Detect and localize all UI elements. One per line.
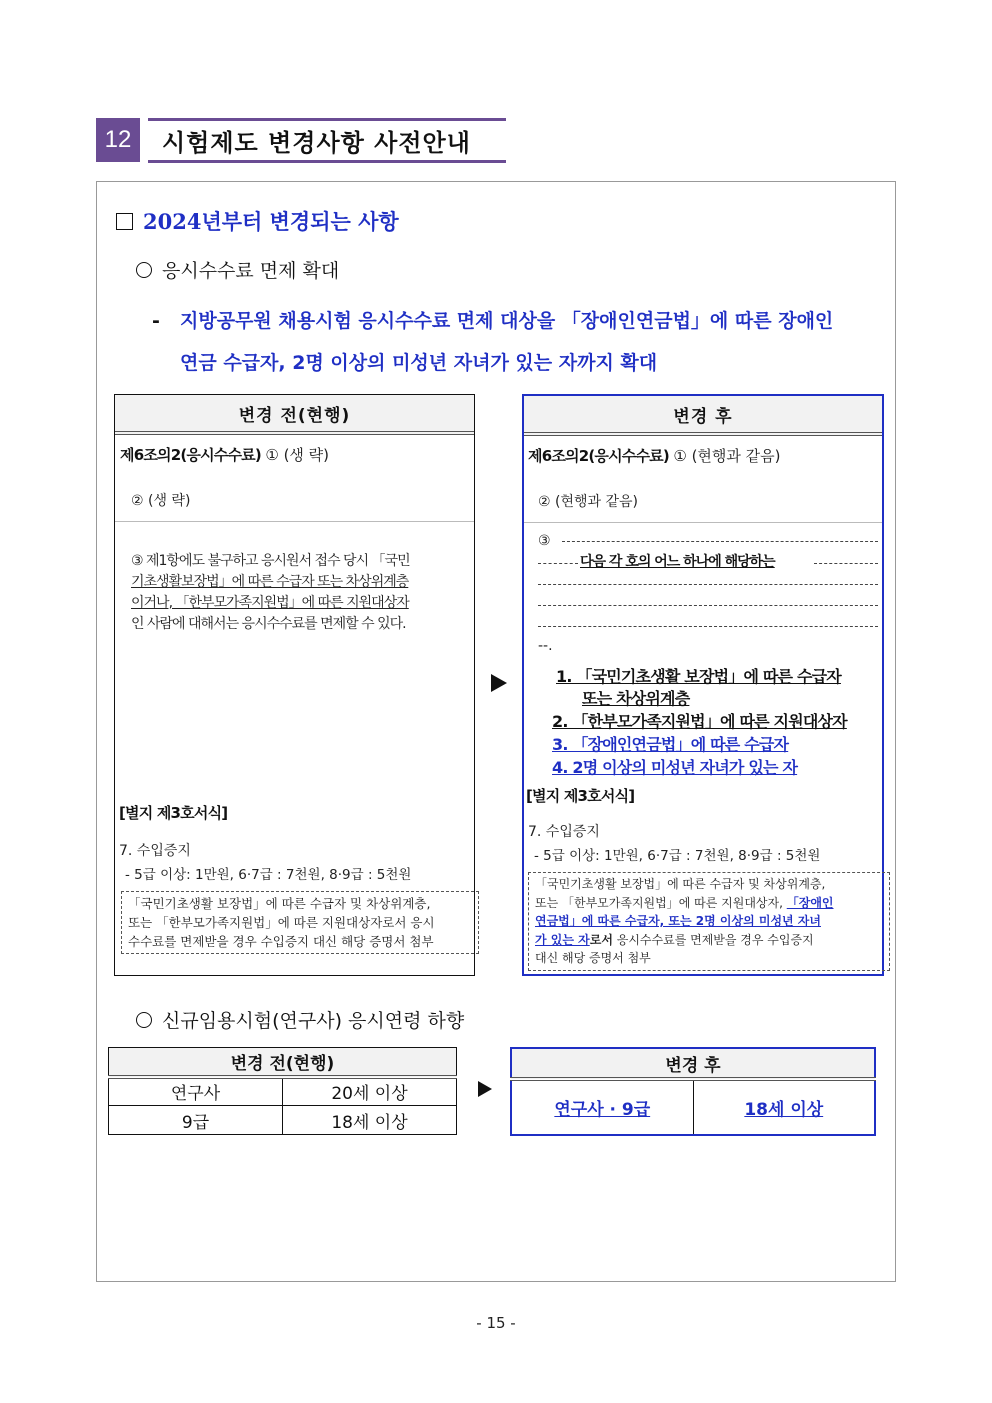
table-row xyxy=(109,1077,457,1106)
before-stamp-title: 7. 수입증지 xyxy=(119,843,191,859)
before-article-item1: ① (생 략) xyxy=(265,446,330,464)
fee-description xyxy=(152,300,882,384)
age-after-cell-age: 18세 이상 xyxy=(693,1079,875,1135)
page-number: - 15 - xyxy=(476,1314,516,1332)
circle-bullet-icon xyxy=(136,262,152,278)
after-dash-line3 xyxy=(538,584,878,585)
main-heading xyxy=(116,206,399,236)
after-item2: 2. 「한부모가족지원법」에 따른 지원대상자 xyxy=(552,712,847,731)
after-p3-end: --. xyxy=(538,638,553,654)
after-dash-line5 xyxy=(538,626,878,627)
before-pane xyxy=(114,394,475,976)
age-before-cell: 20세 이상 xyxy=(283,1077,457,1106)
after-article-title: 제6조의2(응시수수료) xyxy=(528,447,669,465)
after-dash-line4 xyxy=(538,605,878,606)
before-stamp-fee: - 5급 이상: 1만원, 6·7급 : 7천원, 8·9급 : 5천원 xyxy=(125,867,412,883)
after-pane xyxy=(522,394,884,976)
after-pane-header: 변경 후 xyxy=(524,396,882,436)
age-before-header: 변경 전(현행) xyxy=(109,1048,457,1077)
age-after-cell-grades: 연구사 · 9급 xyxy=(511,1079,693,1135)
sub-heading-age xyxy=(136,1006,464,1033)
after-note-line2a: 또는 「한부모가족지원법」에 따른 지원대상자, xyxy=(535,895,787,910)
after-note-line2b: 「장애인 xyxy=(786,895,834,910)
fee-description-line2: 연금 수급자, 2명 이상의 미성년 자녀가 있는 자까지 확대 xyxy=(180,352,658,374)
arrow-right-icon xyxy=(478,1081,492,1097)
after-item1b: 또는 차상위계층 xyxy=(582,689,690,708)
age-before-cell: 연구사 xyxy=(109,1077,283,1106)
before-article-item2: ② (생 략) xyxy=(131,493,191,509)
after-article xyxy=(528,446,781,468)
before-article xyxy=(120,445,329,467)
age-before-table xyxy=(108,1047,457,1135)
after-note-line4c: 응시수수료를 면제받을 경우 수입증지 xyxy=(612,932,814,947)
sub-heading-fee-text: 응시수수료 면제 확대 xyxy=(162,260,340,282)
square-bullet-icon xyxy=(116,213,133,230)
after-note-line4a: 가 있는 자 xyxy=(535,932,590,947)
after-stamp-title: 7. 수입증지 xyxy=(528,824,600,840)
after-item4: 4. 2명 이상의 미성년 자녀가 있는 자 xyxy=(552,758,798,777)
age-before-cell: 18세 이상 xyxy=(283,1106,457,1135)
before-p3-line4: 인 사람에 대해서는 응시수수료를 면제할 수 있다. xyxy=(131,616,406,632)
table-row xyxy=(511,1079,875,1135)
after-dash-line2b xyxy=(814,563,878,564)
after-note-line3: 연금법」에 따른 수급자, 또는 2명 이상의 미성년 자녀 xyxy=(535,914,821,928)
age-after-header: 변경 후 xyxy=(511,1048,875,1079)
section-title: 시험제도 변경사항 사전안내 xyxy=(162,128,471,157)
fee-description-line1: 지방공무원 채용시험 응시수수료 면제 대상을 「장애인연금법」에 따른 장애인 xyxy=(180,310,834,332)
after-article-item2: ② (현행과 같음) xyxy=(538,494,638,510)
before-paragraph3 xyxy=(131,551,410,635)
after-form-title: [별지 제3호서식] xyxy=(526,787,635,805)
table-row xyxy=(109,1106,457,1135)
after-note xyxy=(528,872,890,971)
main-heading-text: 2024년부터 변경되는 사항 xyxy=(143,209,399,234)
age-after-table xyxy=(510,1047,876,1136)
sub-heading-fee xyxy=(136,256,339,283)
after-note-line4b: 로서 xyxy=(589,932,613,947)
after-divider xyxy=(524,522,882,523)
after-item3: 3. 「장애인연금법」에 따른 수급자 xyxy=(552,735,789,754)
after-p3-underlined: 다음 각 호의 어느 하나에 해당하는 xyxy=(580,554,775,570)
before-pane-header: 변경 전(현행) xyxy=(115,395,474,435)
after-p3-mark: ③ xyxy=(538,533,551,549)
before-p3-line3: 이거나, 「한부모가족지원법」에 따른 지원대상자 xyxy=(131,595,409,611)
before-divider xyxy=(115,521,474,522)
before-form-title: [별지 제3호서식] xyxy=(119,804,228,822)
arrow-right-icon xyxy=(491,674,507,692)
sub-heading-age-text: 신규임용시험(연구사) 응시연령 하향 xyxy=(162,1010,465,1032)
before-note-line2: 또는 「한부모가족지원법」에 따른 지원대상자로서 응시 xyxy=(128,915,435,930)
before-p3-line1: ③ 제1항에도 불구하고 응시원서 접수 당시 「국민 xyxy=(131,553,410,569)
before-note-line3: 수수료를 면제받을 경우 수입증지 대신 해당 증명서 첨부 xyxy=(128,934,434,949)
dash-bullet: - xyxy=(152,310,160,332)
after-stamp-fee: - 5급 이상: 1만원, 6·7급 : 7천원, 8·9급 : 5천원 xyxy=(534,848,821,864)
after-article-item1: ① (현행과 같음) xyxy=(673,447,781,465)
before-note-line1: 「국민기초생활 보장법」에 따른 수급자 및 차상위계층, xyxy=(128,896,431,911)
after-dash-line2a xyxy=(538,563,578,564)
after-note-line5: 대신 해당 증명서 첨부 xyxy=(535,951,651,965)
after-dash-line1 xyxy=(562,541,878,542)
section-number: 12 xyxy=(96,118,140,162)
circle-bullet-icon xyxy=(136,1012,152,1028)
before-note xyxy=(121,891,479,954)
before-article-title: 제6조의2(응시수수료) xyxy=(120,446,261,464)
age-before-cell: 9급 xyxy=(109,1106,283,1135)
section-title-bottom-rule xyxy=(148,160,506,163)
after-item1a: 1. 「국민기초생활 보장법」에 따른 수급자 xyxy=(556,667,841,686)
after-note-line1: 「국민기초생활 보장법」에 따른 수급자 및 차상위계층, xyxy=(535,877,826,891)
before-p3-line2: 기초생활보장법」에 따른 수급자 또는 차상위계층 xyxy=(131,574,409,590)
